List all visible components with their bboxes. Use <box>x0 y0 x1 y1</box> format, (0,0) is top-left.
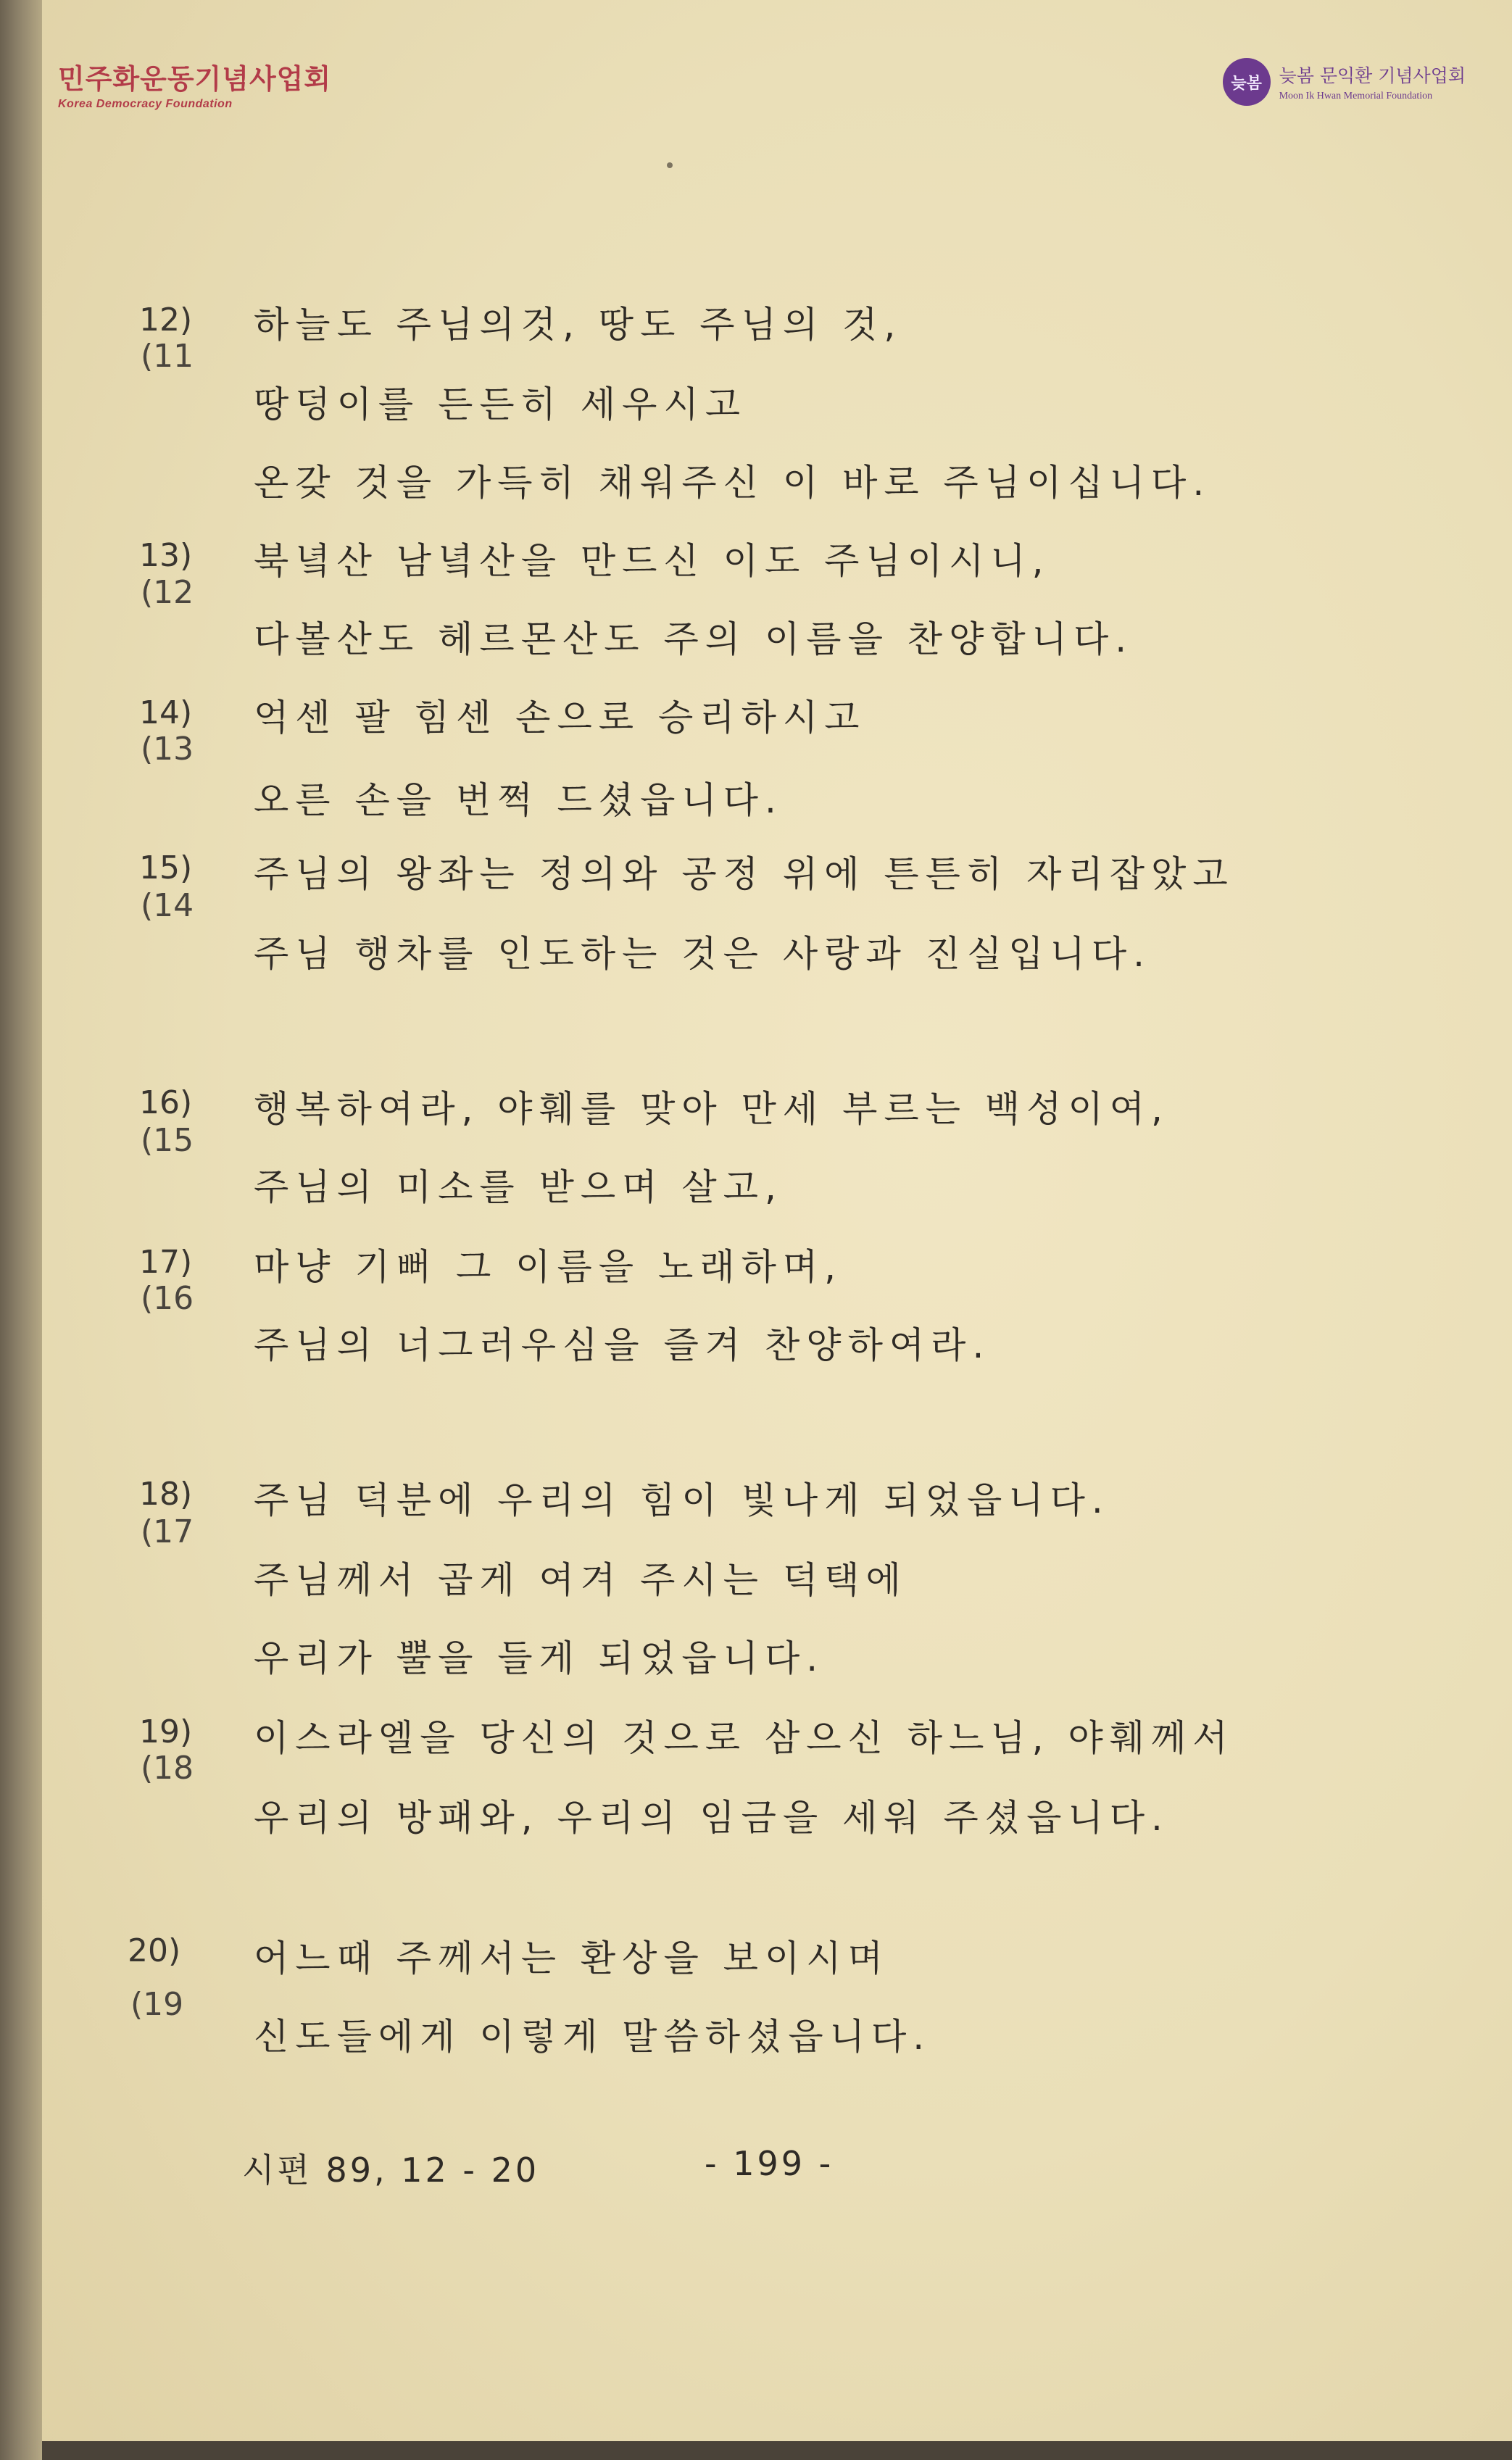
document-page <box>42 0 1512 2460</box>
foundation-seal-icon: 늦봄 <box>1223 58 1271 106</box>
verse-line: 어느때 주께서는 환상을 보이시며 <box>254 1937 889 1979</box>
korea-democracy-foundation-logo <box>58 57 331 111</box>
alt-verse-number: (19 <box>130 1986 184 2023</box>
verse-line: 땅덩이를 든든히 세우시고 <box>254 383 747 425</box>
verse-line: 억센 팔 힘센 손으로 승리하시고 <box>254 697 866 739</box>
left-logo-korean: 민주화운동기념사업회 <box>58 62 332 95</box>
verse-line: 행복하여라, 야훼를 맞아 만세 부르는 백성이여, <box>254 1088 1169 1130</box>
verse-line: 온갖 것을 가득히 채워주신 이 바로 주님이십니다. <box>254 462 1211 504</box>
verse-number: 13) <box>139 537 193 574</box>
scripture-reference: 시편 89, 12 - 20 <box>242 2151 540 2190</box>
alt-verse-number: (17 <box>141 1513 194 1550</box>
verse-line: 하늘도 주님의것, 땅도 주님의 것, <box>254 304 902 346</box>
alt-verse-number: (16 <box>141 1280 194 1317</box>
alt-verse-number: (15 <box>141 1122 194 1159</box>
book-binding <box>0 0 42 2460</box>
left-logo-english: Korea Democracy Foundation <box>58 98 233 110</box>
moon-ik-hwan-foundation-logo <box>1223 58 1466 106</box>
verse-line: 신도들에게 이렇게 말씀하셨읍니다. <box>254 2016 931 2058</box>
verse-number: 14) <box>139 694 193 731</box>
alt-verse-number: (14 <box>141 887 194 924</box>
right-logo-korean: 늦봄 문익환 기념사업회 <box>1279 65 1466 86</box>
bottom-edge <box>42 2441 1512 2460</box>
verse-number: 19) <box>139 1713 193 1750</box>
right-logo-english: Moon Ik Hwan Memorial Foundation <box>1279 91 1433 101</box>
verse-line: 주님의 왕좌는 정의와 공정 위에 튼튼히 자리잡았고 <box>254 853 1234 895</box>
alt-verse-number: (11 <box>141 338 194 375</box>
verse-line: 주님의 너그러우심을 즐겨 찬양하여라. <box>254 1324 991 1366</box>
alt-verse-number: (18 <box>141 1750 194 1787</box>
verse-number: 12) <box>139 302 193 338</box>
alt-verse-number: (12 <box>141 574 194 611</box>
verse-number: 15) <box>139 849 193 886</box>
verse-line: 주님 행차를 인도하는 것은 사랑과 진실입니다. <box>254 933 1152 975</box>
verse-line: 오른 손을 번쩍 드셨읍니다. <box>254 779 783 821</box>
verse-line: 우리의 방패와, 우리의 임금을 세워 주셨읍니다. <box>254 1797 1169 1839</box>
verse-line: 주님께서 곱게 여겨 주시는 덕택에 <box>254 1559 907 1601</box>
verse-line: 다볼산도 헤르몬산도 주의 이름을 찬양합니다. <box>254 618 1134 660</box>
page-number: - 199 - <box>705 2144 834 2183</box>
verse-line: 마냥 기뻐 그 이름을 노래하며, <box>254 1246 843 1288</box>
verse-line: 주님 덕분에 우리의 힘이 빛나게 되었읍니다. <box>254 1479 1110 1521</box>
verse-line: 이스라엘을 당신의 것으로 삼으신 하느님, 야훼께서 <box>254 1717 1234 1759</box>
verse-line: 주님의 미소를 받으며 살고, <box>254 1166 783 1208</box>
verse-number: 18) <box>139 1476 193 1513</box>
verse-number: 17) <box>139 1244 193 1281</box>
verse-line: 우리가 뿔을 들게 되었읍니다. <box>254 1637 825 1679</box>
ink-spot <box>667 162 673 168</box>
verse-number: 20) <box>128 1932 181 1969</box>
verse-line: 북녘산 남녘산을 만드신 이도 주님이시니, <box>254 540 1050 582</box>
alt-verse-number: (13 <box>141 731 194 768</box>
verse-number: 16) <box>139 1084 193 1121</box>
